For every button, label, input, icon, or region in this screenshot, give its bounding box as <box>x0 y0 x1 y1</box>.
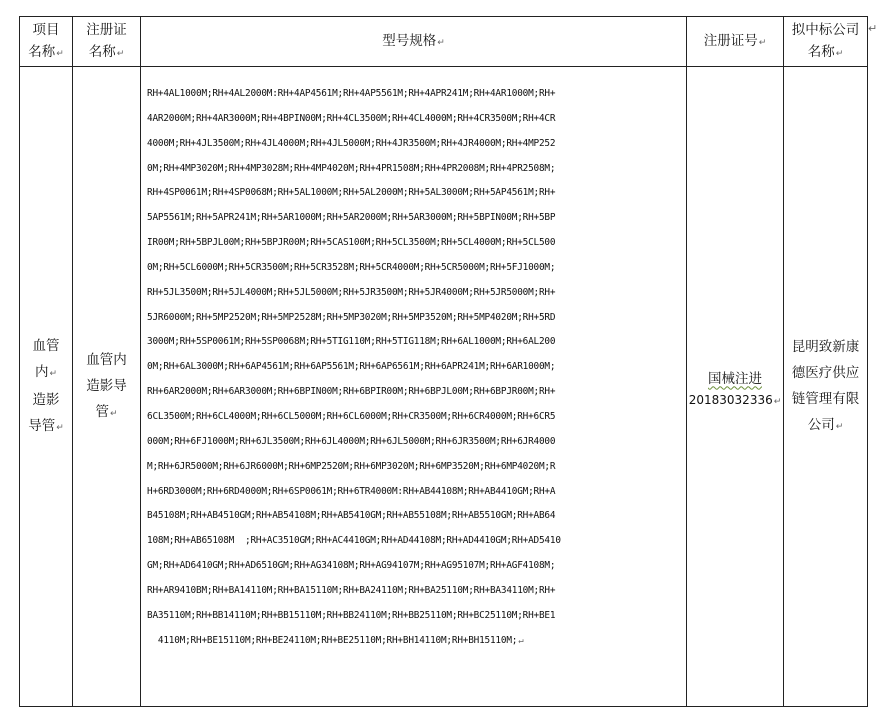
spec-line: RH+AR9410BM;RH+BA14110M;RH+BA15110M;RH+BA24110M;RH+BA25110M;RH+BA34110M;RH+ <box>147 584 556 596</box>
spec-line: 0M;RH+4MP3020M;RH+4MP3028M;RH+4MP4020M;RH+4PR1508M;RH+4PR2008M;RH+4PR2508M; <box>147 162 556 174</box>
header-item-name: 项目 名称↵ <box>20 17 73 67</box>
header-spec: 型号规格↵ <box>141 17 687 67</box>
company-cell: 昆明致新康 德医疗供应 链管理有限 公司↵ <box>784 67 868 707</box>
paragraph-mark: ↵ <box>518 635 524 646</box>
spec-line: 4AR2000M;RH+4AR3000M;RH+4BPIN00M;RH+4CL3500M;RH+4CL4000M;RH+4CR3500M;RH+4CR <box>147 112 556 124</box>
spec-line: GM;RH+AD6410GM;RH+AD6510GM;RH+AG34108M;RH+AG94107M;RH+AG95107M;RH+AGF4108M; <box>147 560 556 572</box>
spec-line: 4110M;RH+BE15110M;RH+BE24110M;RH+BE25110M;RH+BH14110M;RH+BH15110M;↵ <box>147 634 524 646</box>
cert-name-cell: 血管内 造影导 管↵ <box>73 67 141 707</box>
spec-line: RH+4SP0061M;RH+4SP0068M;RH+5AL1000M;RH+5AL2000M;RH+5AL3000M;RH+5AP4561M;RH+ <box>147 187 556 199</box>
model-spec-cell <box>141 67 687 707</box>
spec-line: 000M;RH+6FJ1000M;RH+6JL3500M;RH+6JL4000M;RH+6JL5000M;RH+6JR3500M;RH+6JR4000 <box>147 435 556 447</box>
spec-line: RH+5JL3500M;RH+5JL4000M;RH+5JL5000M;RH+5JR3500M;RH+5JR4000M;RH+5JR5000M;RH+ <box>147 286 556 298</box>
spec-line: 6CL3500M;RH+6CL4000M;RH+6CL5000M;RH+6CL6000M;RH+CR3500M;RH+6CR4000M;RH+6CR5 <box>147 410 556 422</box>
spec-line: B45108M;RH+AB4510GM;RH+AB54108M;RH+AB5410GM;RH+AB55108M;RH+AB5510GM;RH+AB64 <box>147 510 556 522</box>
spec-line: 0M;RH+5CL6000M;RH+5CR3500M;RH+5CR3528M;RH+5CR4000M;RH+5CR5000M;RH+5FJ1000M; <box>147 261 556 273</box>
reg-no-cell <box>687 67 784 707</box>
product-table <box>19 16 868 707</box>
header-reg-no: 注册证号↵ <box>687 17 784 67</box>
spec-line: RH+6AR2000M;RH+6AR3000M;RH+6BPIN00M;RH+6BPIR00M;RH+6BPJL00M;RH+6BPJR00M;RH+ <box>147 386 556 398</box>
spec-line: 108M;RH+AB65108M ;RH+AC3510GM;RH+AC4410GM;RH+AD44108M;RH+AD4410GM;RH+AD5410 <box>147 535 561 547</box>
spec-line: H+6RD3000M;RH+6RD4000M;RH+6SP0061M;RH+6TR4000M:RH+AB44108M;RH+AB4410GM;RH+A <box>147 485 556 497</box>
spec-line: 5AP5561M;RH+5APR241M;RH+5AR1000M;RH+5AR2000M;RH+5AR3000M;RH+5BPIN00M;RH+5BP <box>147 212 556 224</box>
reg-prefix: 国械注进 <box>708 370 762 387</box>
item-name-cell: 血管 内↵ 造影 导管↵ <box>20 67 73 707</box>
spec-line: RH+4AL1000M;RH+4AL2000M:RH+4AP4561M;RH+4AP5561M;RH+4APR241M;RH+4AR1000M;RH+ <box>147 88 556 99</box>
header-row <box>20 17 868 67</box>
table-row <box>20 67 868 707</box>
paragraph-mark: ↵ <box>868 22 878 35</box>
spec-line: BA35110M;RH+BB14110M;RH+BB15110M;RH+BB24110M;RH+BB25110M;RH+BC25110M;RH+BE1 <box>147 609 556 621</box>
spec-line: 0M;RH+6AL3000M;RH+6AP4561M;RH+6AP5561M;RH+6AP6561M;RH+6APR241M;RH+6AR1000M; <box>147 361 556 373</box>
spec-line: 3000M;RH+5SP0061M;RH+5SP0068M;RH+5TIG110M;RH+5TIG118M;RH+6AL1000M;RH+6AL200 <box>147 336 556 348</box>
header-company: 拟中标公司 名称↵ <box>784 17 868 67</box>
spec-line: M;RH+6JR5000M;RH+6JR6000M;RH+6MP2520M;RH+6MP3020M;RH+6MP3520M;RH+6MP4020M;R <box>147 460 556 472</box>
reg-number: 20183032336↵ <box>688 392 782 407</box>
spec-line: 4000M;RH+4JL3500M;RH+4JL4000M;RH+4JL5000M;RH+4JR3500M;RH+4JR4000M;RH+4MP252 <box>147 137 556 149</box>
spec-line: IR00M;RH+5BPJL00M;RH+5BPJR00M;RH+5CAS100M;RH+5CL3500M;RH+5CL4000M;RH+5CL500 <box>147 237 556 249</box>
model-spec-text <box>147 82 682 653</box>
spec-line: 5JR6000M;RH+5MP2520M;RH+5MP2528M;RH+5MP3020M;RH+5MP3520M;RH+5MP4020M;RH+5RD <box>147 311 556 323</box>
header-cert-name: 注册证 名称↵ <box>73 17 141 67</box>
